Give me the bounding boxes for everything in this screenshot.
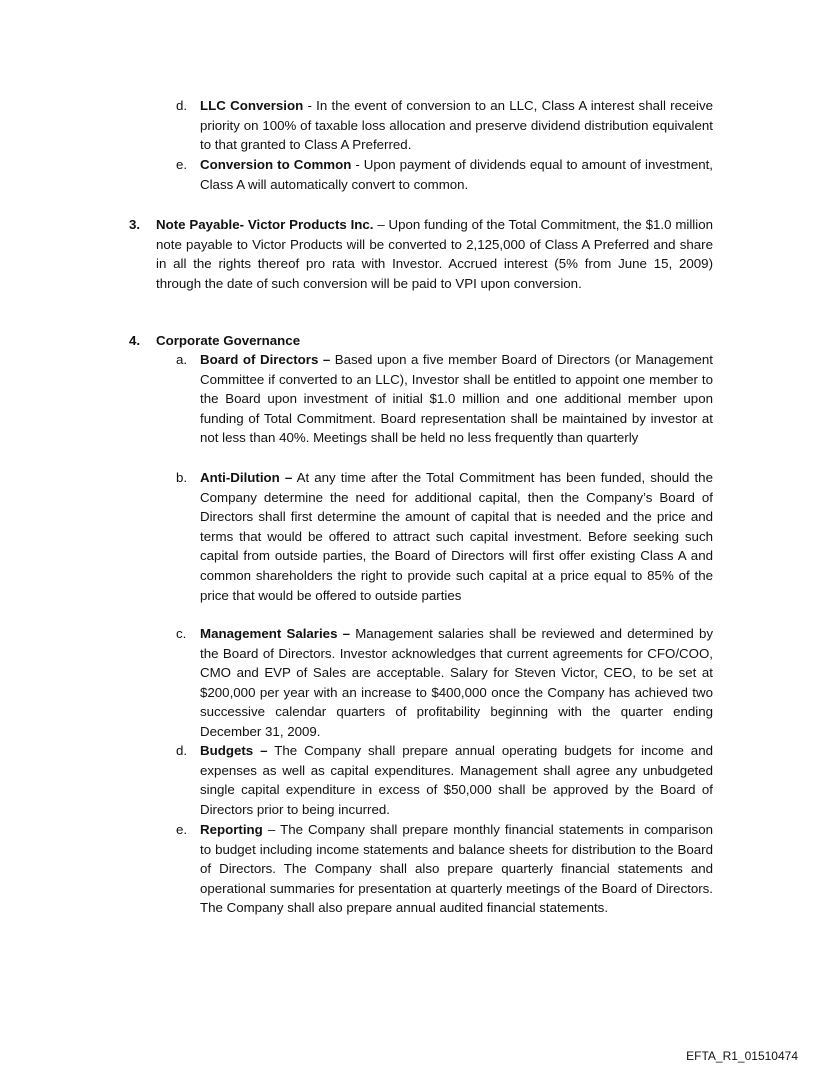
reporting-title: Reporting [200,822,263,837]
conversion-to-common-paragraph [200,155,713,194]
management-salaries-text: Management salaries shall be reviewed and determined by the Board of Directors. Investor acknowledges that current agreements for CFO/COO, CMO and EVP of Sales are acceptable. Salary for Steven Victor, CEO, to be set at $200,000 per year with an increase to $400,000 once the Company has achieved two successive calendar quarters of profitability beginning with the quarter ending December 31, 2009. [200,626,713,739]
board-of-directors-title: Board of Directors – [200,352,331,367]
anti-dilution-text: At any time after the Total Commitment has been funded, should the Company determine the need for additional capital, then the Company’s Board of Directors shall first determine the amount of capital that is needed and the price and terms that would be offered to attract such capital investment. Before seeking such capital from outside parties, the Board of Directors will first offer existing Class A and common shareholders the right to provide such capital at a price equal to 85% of the price that would be offered to outside parties [200,470,713,603]
item-label: a. [176,352,188,367]
llc-conversion-text: - In the event of conversion to an LLC, Class A interest shall receive priority on 100% of taxable loss allocation and preserve dividend distribution equivalent to that granted to Class A Preferred. [200,98,714,153]
item-label: c. [176,626,187,641]
document-id-footer: EFTA_R1_01510474 [686,1049,798,1063]
item-label: d. [176,98,188,113]
section-number: 3. [129,217,141,232]
item-label: b. [176,470,188,485]
note-payable-title: Note Payable- Victor Products Inc. [156,217,374,232]
note-payable-paragraph [156,215,713,293]
board-of-directors-paragraph [200,350,713,448]
management-salaries-title: Management Salaries – [200,626,351,641]
corporate-governance-heading: Corporate Governance [156,333,301,348]
budgets-paragraph [200,741,713,819]
budgets-title: Budgets – [200,743,268,758]
llc-conversion-paragraph [200,96,713,155]
budgets-text: The Company shall prepare annual operating budgets for income and expenses as well as capital expenditures. Management shall agree any unbudgeted single capital expenditure in excess of $50,000 shall be approved by the Board of Directors prior to being incurred. [200,743,713,817]
reporting-paragraph [200,820,713,918]
conversion-to-common-title: Conversion to Common [200,157,352,172]
note-payable-text: – Upon funding of the Total Commitment, the $1.0 million note payable to Victor Products will be converted to 2,125,000 of Class A Preferred and share in all the rights thereof pro rata with Investor. Accrued interest (5% from June 15, 2009) through the date of such conversion will be paid to VPI upon conversion. [156,217,713,291]
item-label: d. [176,743,188,758]
conversion-to-common-text: - Upon payment of dividends equal to amount of investment, Class A will automatically convert to common. [200,157,714,192]
board-of-directors-text: Based upon a five member Board of Directors (or Management Committee if converted to an LLC), Investor shall be entitled to appoint one member to the Board upon investment of initial $1.0 million and one additional member upon funding of Total Commitment. Board representation shall be maintained by investor at not less than 40%. Meetings shall be held no less frequently than quarterly [200,352,713,446]
item-label: e. [176,822,188,837]
anti-dilution-title: Anti-Dilution – [200,470,293,485]
item-label: e. [176,157,188,172]
section-number: 4. [129,333,141,348]
anti-dilution-paragraph [200,468,713,605]
management-salaries-paragraph [200,624,713,742]
llc-conversion-title: LLC Conversion [200,98,304,113]
reporting-text: – The Company shall prepare monthly financial statements in comparison to budget including income statements and balance sheets for distribution to the Board of Directors. The Company shall also prepare quarterly financial statements and operational summaries for presentation at quarterly meetings of the Board of Directors. The Company shall also prepare annual audited financial statements. [200,822,713,916]
